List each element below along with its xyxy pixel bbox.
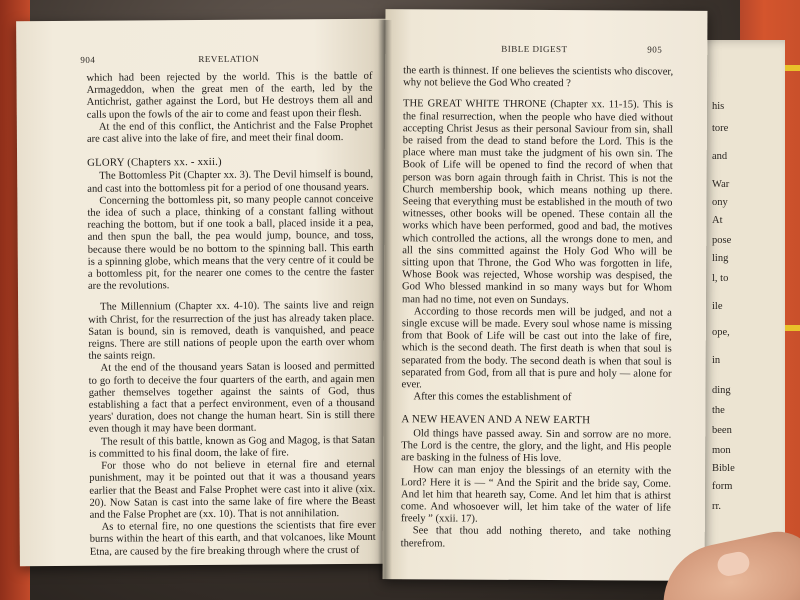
right-page-body xyxy=(401,65,674,551)
paragraph: Old things have passed away. Sin and sorrow are no more. The Lord is the centre, the glory, and the light, and His people are basking in the fulness of His love. xyxy=(401,427,672,465)
edge-text-fragment: Bible xyxy=(712,463,735,474)
left-page xyxy=(16,19,392,567)
book-gutter-shadow xyxy=(378,20,392,580)
thumbnail xyxy=(716,550,752,578)
section-heading-glory: GLORY (Chapters xx. - xxii.) xyxy=(87,156,222,170)
right-page xyxy=(383,9,708,581)
edge-text-fragment: ile xyxy=(712,301,723,312)
edge-text-fragment: mon xyxy=(712,445,731,456)
edge-text-fragment: and xyxy=(712,151,728,162)
paragraph: According to those records men will be judged, and not a single excuse will be made. Every soul whose name is missing from that Book of Life will be cast out into the lake of fire, which is the second death. The first death is when that soul is separated from the body. The second death is when that soul is separated from God, from all that is pure and holy — alone for ever. xyxy=(401,306,672,391)
edge-text-fragment: in xyxy=(712,355,721,366)
edge-text-fragment: ope, xyxy=(712,327,730,338)
paragraph: After this comes the establishment of xyxy=(413,391,572,404)
left-page-header xyxy=(16,53,388,65)
edge-text-fragment: tore xyxy=(712,123,729,134)
paragraph: How can man enjoy the blessings of an eternity with the Lord? Here it is — “ And the Spirit and the bride say, Come. And let him that heareth say, Come. And let him that is athirst come. And whosoever will, let him take of the water of life freely ” (xxii. 17). xyxy=(400,464,672,525)
paragraph: the earth is thinnest. If one believes the scientists who discover, why not believe the God Who created ? xyxy=(403,65,674,90)
paragraph: The Millennium (Chapter xx. 4-10). The saints live and reign with Christ, for the resurrection of the just has already taken place. Satan is bound, sin is removed, death is vanquished, and peace reigns. There are still nations of people upon the earth over whom the saints reign. xyxy=(88,300,375,363)
right-page-header xyxy=(385,43,707,55)
right-page-number: 905 xyxy=(647,44,663,55)
paragraph: The Bottomless Pit (Chapter xx. 3). The Devil himself is bound, and cast into the bottomless pit for a period of one thousand years. xyxy=(87,169,374,195)
edge-text-fragment: ling xyxy=(712,253,729,264)
paragraph: Concerning the bottomless pit, so many people cannot conceive the idea of such a place, thinking of a constant falling without reaching the bottom, but if one took a ball, placed inside it a pea, and then spun the ball, the pea would jump, bounce, and toss, because there would be no bottom to the spinning ball. This earth is a spinning globe, which means that the very centre of it could be a bottomless pit, for the nearer one comes to the centre the faster are the revolutions. xyxy=(87,193,374,293)
edge-text-fragment: rr. xyxy=(712,501,722,512)
paragraph: The result of this battle, known as Gog and Magog, is that Satan is committed to his final doom, the lake of fire. xyxy=(89,434,376,460)
paragraph: At the end of this conflict, the Antichrist and the False Prophet are cast alive into the lake of fire, and meet their final doom. xyxy=(86,119,373,145)
edge-text-fragment: pose xyxy=(712,235,732,246)
edge-text-fragment: been xyxy=(712,425,732,436)
paragraph: At the end of the thousand years Satan is loosed and permitted to go forth to deceive the four quarters of the earth, and again men gather themselves together against the saints of God, thus establishing a fact that a perfect environment, even of a thousand years' duration, does not change the human heart. Sin is still there even though it may have been dormant. xyxy=(88,361,375,436)
edge-text-fragment: his xyxy=(712,101,725,112)
paragraph: As to eternal fire, no one questions the scientists that fire ever burns within the heart of this earth, and that volcanoes, like Mount Etna, are caused by the fire breaking through where the crust of xyxy=(89,519,376,558)
edge-text-fragment: War xyxy=(712,179,730,190)
edge-text-fragment: form xyxy=(712,481,733,492)
paragraph: which had been rejected by the world. This is the battle of Armageddon, when the great men of the earth, led by the Antichrist, gather against the Lord, but He destroys them all and calls upon the fowls of the air to come and feast upon their flesh. xyxy=(86,70,373,121)
edge-text-fragment: l, to xyxy=(712,273,729,284)
section-heading-new-earth: A NEW HEAVEN AND A NEW EARTH xyxy=(401,413,591,427)
edge-text-fragment: ding xyxy=(712,385,731,396)
edge-text-fragment: ony xyxy=(712,197,728,208)
right-running-head: BIBLE DIGEST xyxy=(501,43,568,55)
left-page-body xyxy=(86,71,375,559)
paragraph: See that thou add nothing thereto, and take nothing therefrom. xyxy=(400,525,671,549)
edge-text-fragment: At xyxy=(712,215,723,226)
edge-text-fragment: the xyxy=(712,405,725,416)
left-running-head: REVELATION xyxy=(198,53,260,65)
paragraph: THE GREAT WHITE THRONE (Chapter xx. 11-15). This is the final resurrection, when the people who have died without accepting Christ Jesus as their personal Saviour from sin, shall be raised from the dead to stand before the Lord. This is the place where man must take the judgment of his own sin. The Book of Life will be opened to find the record of when that person was born again through faith in Christ. This is not the Church membership book, which means nothing up there. Seeing that everything must be established in the mouth of two witnesses, other books will be opened. These contain all the works which have been performed, good and bad, the motives which controlled the actions, all the wrongs done to men, and all the sins committed against the Holy God Who will be sitting upon that Throne, the God Who was forgotten in life, Whose Book was rejected, Whose worship was despised, the God Who blessed mankind in so many ways but for Whom man had no time, not even on Sundays. xyxy=(401,98,674,306)
left-page-number: 904 xyxy=(80,54,96,65)
paragraph: For those who do not believe in eternal fire and eternal punishment, may it be pointed out that it was a thousand years earlier that the Beast and False Prophet were cast into it alive (xix. 20). Now Satan is cast into the same lake of fire where the Beast and the False Prophet are (xx. 10). That is not annihilation. xyxy=(89,458,376,521)
